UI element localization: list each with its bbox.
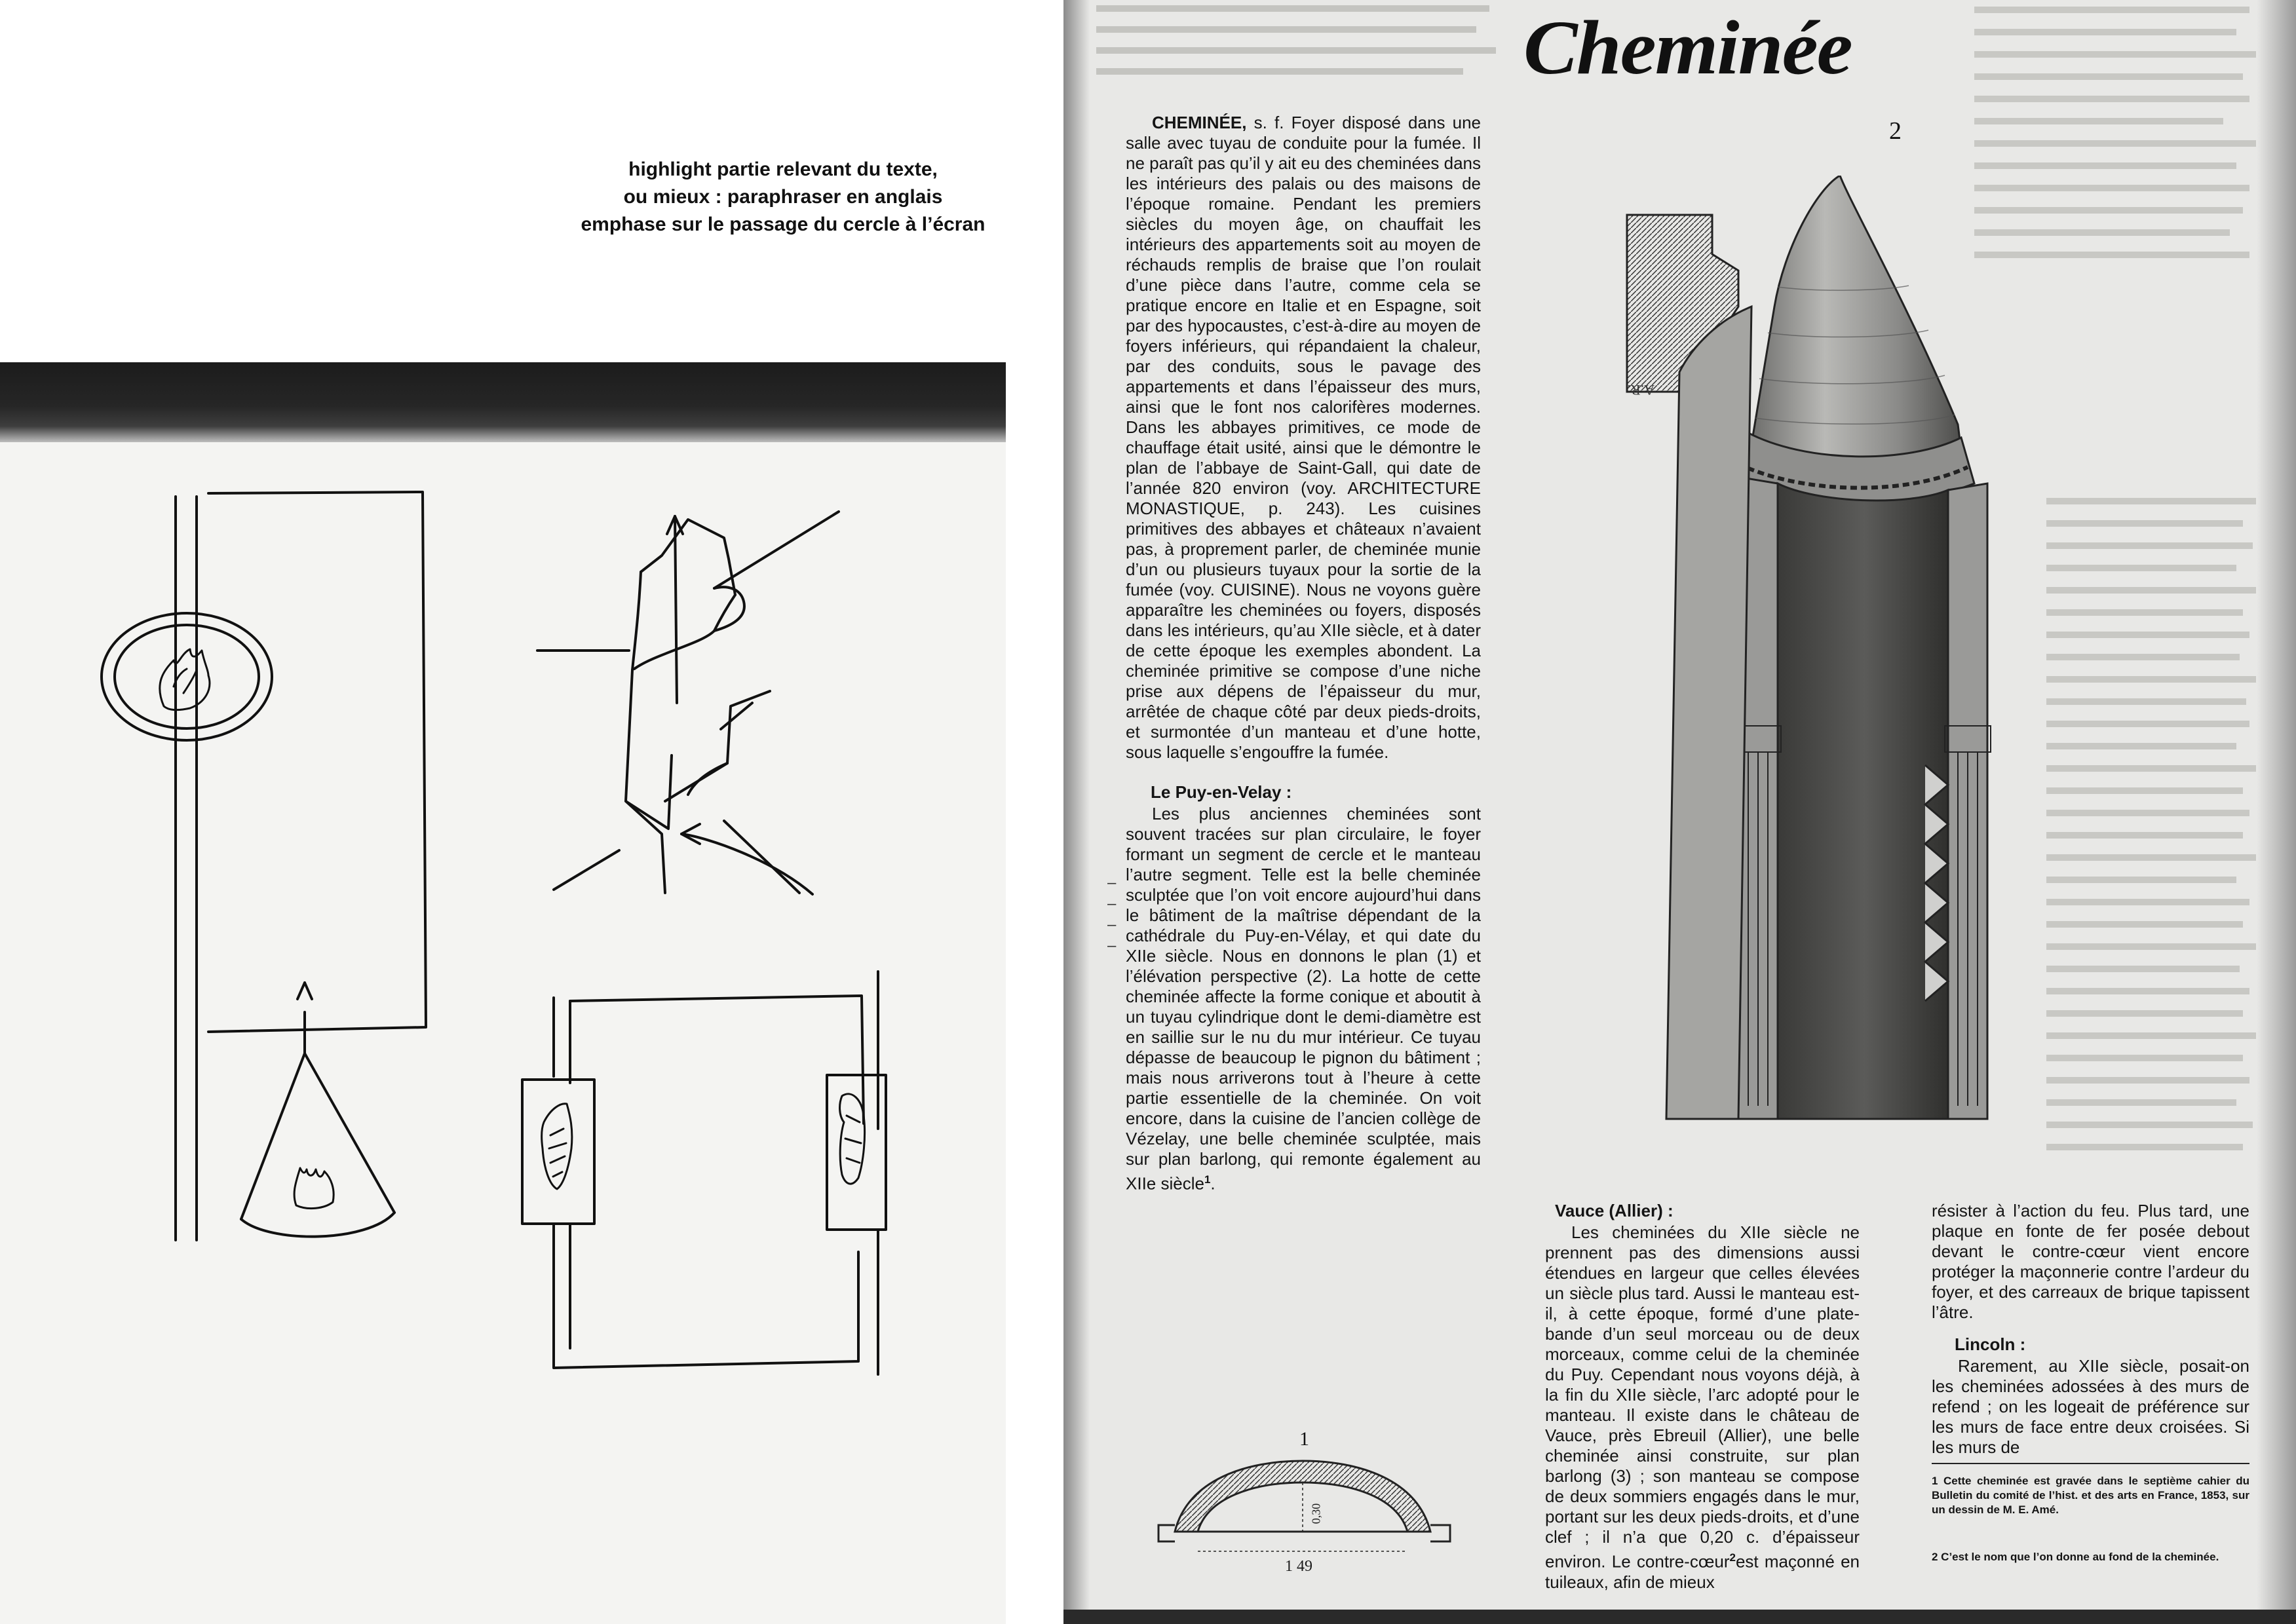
page-gutter-shade	[1063, 0, 1090, 1624]
vauce-paragraph	[1545, 1222, 1860, 1593]
sketch-page	[0, 362, 1006, 1624]
article-column-2	[1545, 1201, 1860, 1593]
figure-1-width-dim: 1 49	[1285, 1558, 1312, 1575]
footnote-2: 2 C’est le nom que l’on donne au fond de la cheminée.	[1932, 1551, 2219, 1563]
bleed-through-texture	[1090, 0, 1509, 98]
footnote-1: 1 Cette cheminée est gravée dans le septième cahier du Bulletin du comité de l’hist. et des arts en France, 1853, sur un dessin de M. E. Amé.	[1932, 1475, 2249, 1516]
bleed-through-texture-right-lower	[2046, 498, 2263, 1186]
vauce-heading: Vauce (Allier) :	[1555, 1201, 1674, 1220]
book-page	[1063, 0, 2296, 1624]
note-line-2: ou mieux : paraphraser en anglais	[623, 186, 943, 208]
conical-hood	[1751, 176, 1961, 460]
figure-2-engraving	[1542, 176, 2040, 1132]
puy-text: Les plus anciennes cheminées sont souvent tracées sur plan circulaire, le foyer formant un segment de cercle et le manteau l’autre segment. Telle est la belle cheminée sculptée que l’on voit encore aujourd’hui dans le bâtiment de la maîtrise dépendant de la cathédrale du Puy-en-Vélay, et qui date du XIIe siècle. Nous en donnons le plan (1) et l’élévation perspective (2). La hotte de cette cheminée affecte la forme conique et aboutit à un tuyau cylindrique dont le demi-diamètre est en saillie sur le nu du mur intérieur. Ce tuyau dépasse de beaucoup le pignon du bâtiment ; mais nous arriverons tout à l’heure à cette partie essentielle de la cheminée. On voit encore, dans la cuisine de l’ancien collège de Vézelay, une belle cheminée sculptée, mais sur plan barlong, qui remonte également au XIIe siècle	[1126, 804, 1481, 1194]
footnote-rule	[1932, 1463, 2249, 1464]
figure-2-number: 2	[1889, 117, 1902, 145]
sketch-hood-perspective	[537, 512, 839, 894]
article-column-1	[1126, 113, 1481, 1194]
sketch-drawings	[0, 362, 1006, 1624]
lincoln-paragraph: Rarement, au XIIe siècle, posait-on les cheminées adossées à des murs de refend ; on les logeait de préférence sur les murs de face entre deux croisées. Si les murs de	[1932, 1356, 2249, 1457]
intro-paragraph	[1126, 113, 1481, 763]
puy-end: .	[1210, 1173, 1215, 1194]
lincoln-heading: Lincoln :	[1955, 1334, 2026, 1354]
vauce-text-end: est maçonné en tuileaux, afin de mieux	[1545, 1551, 1860, 1592]
margin-marks: – – – –	[1107, 874, 1117, 954]
puy-paragraph	[1126, 804, 1481, 1194]
intro-text: s. f. Foyer disposé dans une salle avec tuyau de conduite pour la fumée. Il ne paraît pas qu’il y ait eu des cheminées dans les intérieurs des palais ou des maisons de l’époque romaine. Pendant les premiers siècles du moyen âge, on chauffait les intérieurs des appartements soit au moyen de réchauds remplis de braise que l’on roulait d’une pièce dans l’autre, comme cela se pratique encore en Italie et en Espagne, soit par des hypocaustes, c’est-à-dire au moyen de foyers inférieurs, qui répandaient la chaleur, par des conduits, sous le pavage des appartements et dans l’épaisseur des murs, ainsi que le font nos calorifères modernes. Dans les abbayes primitives, ce mode de chauffage était usité, ainsi que le démontre le plan de l’abbaye de Saint-Gall, qui date de l’année 820 environ (voy. ARCHITECTURE MONASTIQUE, p. 243). Les cuisines primitives des abbayes et châteaux n’avaient pas, à proprement parler, de cheminée munie d’un ou plusieurs tuyaux pour la sortie de la fumée (voy. CUISINE). Nous ne voyons guère apparaître les cheminées ou foyers, disposés dans les intérieurs, qu’au XIIe siècle, et à dater de cette époque les exemples abondent. La cheminée primitive se compose d’une niche prise aux dépens de l’épaisseur du mur, arrêtée de chaque côté par deux pieds-droits, et surmontée d’un manteau et d’une hotte, sous laquelle s’engouffre la fumée.	[1126, 113, 1482, 762]
sketch-circle-plan	[102, 492, 426, 1240]
sketch-cone	[241, 983, 394, 1237]
svg-text:A.R.: A.R.	[1627, 382, 1655, 398]
vauce-footnote-ref: 2	[1729, 1551, 1736, 1564]
intro-keyword: CHEMINÉE,	[1152, 113, 1247, 132]
note-line-1: highlight partie relevant du texte,	[628, 159, 938, 180]
article-column-3	[1932, 1201, 2249, 1458]
figure-1-height-dim: 0,30	[1309, 1503, 1323, 1524]
page-title: Cheminée	[1523, 5, 1852, 90]
scan-bottom-edge	[1063, 1610, 2296, 1624]
figure-1-number: 1	[1299, 1428, 1309, 1450]
sketch-rect-room	[522, 972, 886, 1374]
puy-heading: Le Puy-en-Velay :	[1151, 782, 1292, 802]
puy-footnote-ref: 1	[1204, 1173, 1211, 1186]
note-line-3: emphase sur le passage du cercle à l’écran	[581, 214, 985, 235]
vauce-text: Les cheminées du XIIe siècle ne prennent pas des dimensions aussi étendues en largeur que celles élevées un siècle plus tard. Aussi le manteau est-il, à cette époque, formé d’une plate-bande d’un seul morceau ou de deux morceaux, comme celui de la cheminée du Puy. Cependant nous voyons déjà, à la fin du XIIe siècle, l’arc adopté pour le manteau. Il existe dans le château de Vauce, près Ebreuil (Allier), une belle cheminée ainsi construite, sur plan barlong (3) ; son manteau se compose de deux sommiers engagés dans le mur, portant sur les deux pieds-droits, et d’une clef ; il n’a que 0,20 c. d’épaisseur environ. Le contre-cœur	[1545, 1222, 1860, 1572]
col3-paragraph: résister à l’action du feu. Plus tard, une plaque en fonte de fer posée debout devant le contre-cœur vient encore protéger la maçonnerie contre l’ardeur du foyer, et des carreaux de brique tapissent l’âtre.	[1932, 1201, 2249, 1322]
instruction-note	[518, 156, 1048, 238]
